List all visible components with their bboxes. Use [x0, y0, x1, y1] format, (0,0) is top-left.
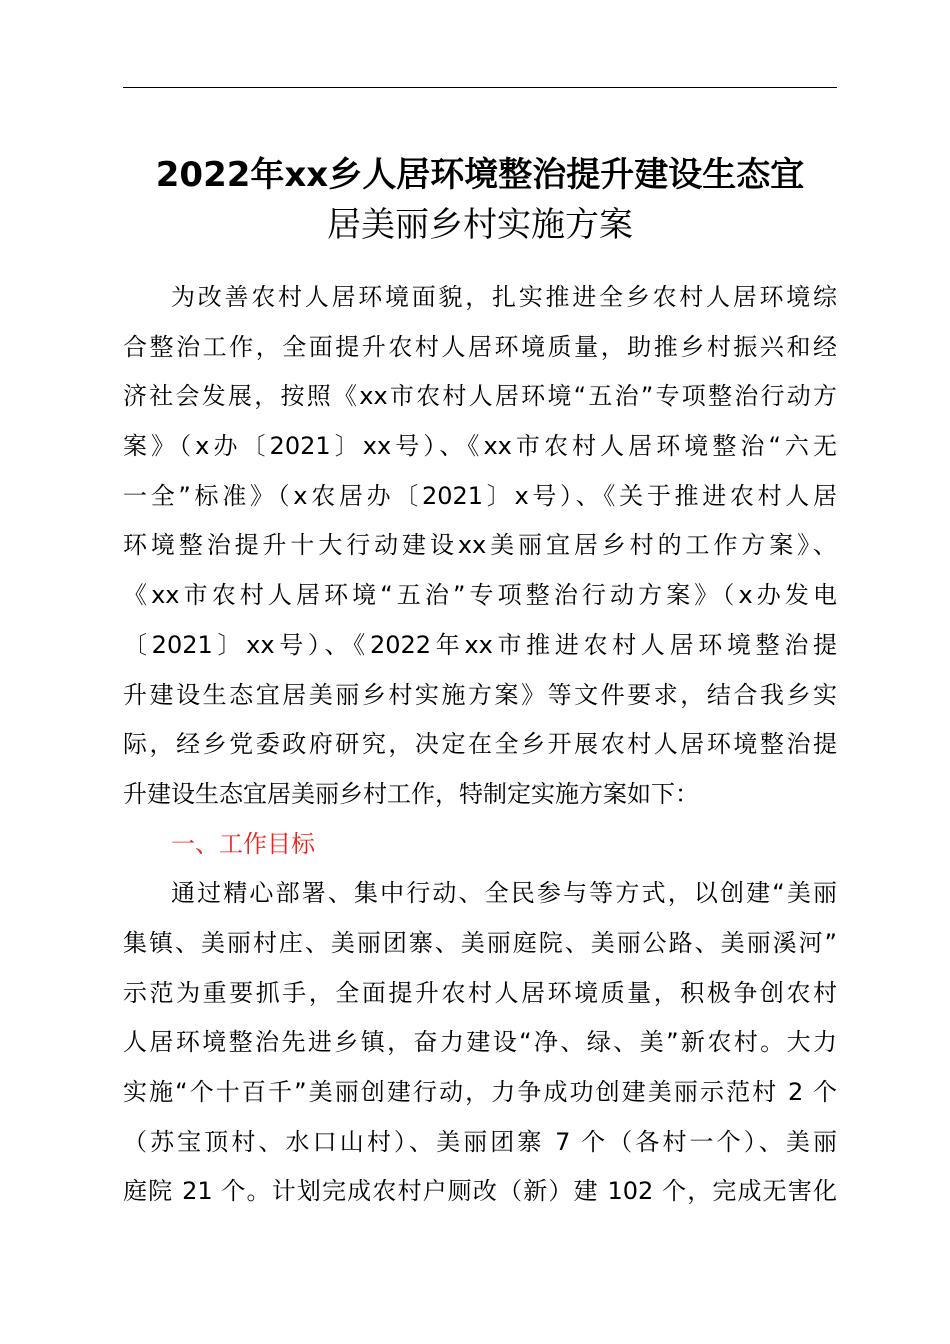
paragraph-line: 一全”标准》（x农居办〔2021〕x号）、《关于推进农村人居	[123, 481, 837, 510]
paragraph-line: 〔2021〕xx号）、《2022年xx市推进农村人居环境整治提	[123, 630, 837, 659]
top-rule	[123, 87, 837, 88]
document-body	[123, 273, 837, 1217]
title-line-1: 2022年xx乡人居环境整治提升建设生态宜	[155, 155, 805, 195]
paragraph-line: 为改善农村人居环境面貌，扎实推进全乡农村人居环境综	[171, 283, 837, 311]
paragraph-line: 实施“个十百千”美丽创建行动，力争成功创建美丽示范村 2 个	[123, 1078, 837, 1106]
paragraph-line: 升建设生态宜居美丽乡村实施方案》等文件要求，结合我乡实	[123, 680, 837, 709]
paragraph-work-goals	[123, 869, 837, 1217]
paragraph-line: 际，经乡党委政府研究，决定在全乡开展农村人居环境整治提	[123, 730, 837, 759]
paragraph-line: 通过精心部署、集中行动、全民参与等方式，以创建“美丽	[171, 879, 837, 908]
paragraph-line: 环境整治提升十大行动建设xx美丽宜居乡村的工作方案》、	[123, 531, 837, 560]
paragraph-line: 《xx市农村人居环境“五治”专项整治行动方案》（x办发电	[123, 581, 837, 610]
paragraph-line: 合整治工作，全面提升农村人居环境质量，助推乡村振兴和经	[123, 332, 837, 361]
paragraph-intro	[123, 273, 837, 820]
paragraph-line: 案》（x办〔2021〕xx号）、《xx市农村人居环境整治“六无	[123, 432, 837, 461]
document-title	[110, 150, 850, 250]
paragraph-line: 集镇、美丽村庄、美丽团寨、美丽庭院、美丽公路、美丽溪河”	[123, 928, 837, 957]
paragraph-line: 济社会发展，按照《xx市农村人居环境“五治”专项整治行动方	[123, 382, 837, 411]
section-heading-work-goals: 一、工作目标	[171, 829, 315, 858]
paragraph-line: 示范为重要抓手，全面提升农村人居环境质量，积极争创农村	[123, 978, 837, 1007]
paragraph-line: 庭院 21 个。计划完成农村户厕改（新）建 102 个，完成无害化	[123, 1177, 837, 1206]
title-line-2: 居美丽乡村实施方案	[327, 205, 633, 245]
paragraph-line: 人居环境整治先进乡镇，奋力建设“净、绿、美”新农村。大力	[123, 1028, 837, 1057]
paragraph-line: （苏宝顶村、水口山村）、美丽团寨 7 个（各村一个）、美丽	[123, 1127, 837, 1156]
paragraph-line: 升建设生态宜居美丽乡村工作，特制定实施方案如下：	[123, 779, 699, 808]
